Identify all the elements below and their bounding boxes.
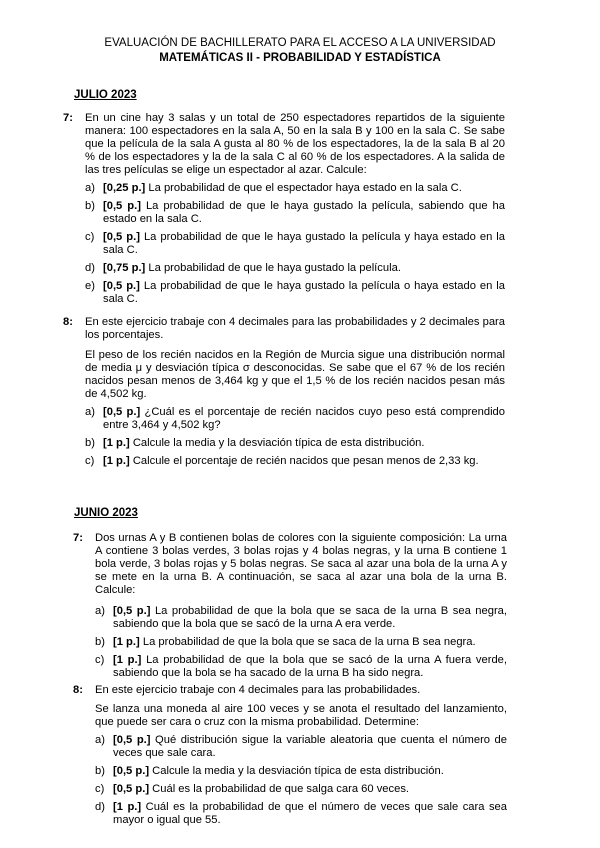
- exercise-junio-8: [73, 684, 508, 827]
- exercise-item: b) [0,5 p.] La probabilidad de que le haya gustado la película, sabiendo que ha estado en la sala C.: [85, 200, 505, 225]
- exercise-item: c) [0,5 p.] Cuál es la probabilidad de que salga cara 60 veces.: [95, 783, 410, 795]
- exercise-number: 7:: [63, 112, 73, 124]
- exercise-item: d) [1 p.] Cuál es la probabilidad de que el número de veces que sale cara sea mayor o igual que 55.: [95, 801, 507, 826]
- exercise-item: b) [1 p.] La probabilidad de que la bola que se saca de la urna B sea negra.: [95, 636, 476, 648]
- exercise-number: 8:: [63, 316, 73, 328]
- exercise-junio-7: [73, 532, 508, 680]
- exercise-item: a) [0,25 p.] La probabilidad de que el espectador haya estado en la sala C.: [85, 182, 462, 194]
- exercise-statement: Dos urnas A y B contienen bolas de colores con la siguiente composición: La urna A contiene 3 bolas verdes, 3 bolas rojas y 4 bolas negras, y la urna B contiene 1 bola verde, 3 bolas rojas y 5 bolas negras. Se saca al azar una bola de la urna A y se mete en la urna B. A continuación, se saca al azar una bola de la urna B. Calcule:: [95, 532, 507, 596]
- exercise-note: En este ejercicio trabaje con 4 decimales para las probabilidades y 2 decimales para los porcentajes.: [85, 316, 505, 341]
- exercise-item: a) [0,5 p.] ¿Cuál es el porcentaje de recién nacidos cuyo peso está comprendido entre 3,464 y 4,502 kg?: [85, 406, 505, 431]
- exercise-item: b) [1 p.] Calcule la media y la desviación típica de esta distribución.: [85, 437, 425, 449]
- exercise-statement: En un cine hay 3 salas y un total de 250 espectadores repartidos de la siguiente manera: 100 espectadores en la sala A, 50 en la sala B y 100 en la sala C. Se sabe que la película de la sala A gusta al 80 % de los espectadores, la de la sala B al 20 % de los espectadores y la de la sala C al 60 % de los espectadores. A la salida de las tres películas se elige un espectador al azar. Calcule:: [85, 112, 505, 176]
- exercise-item: e) [0,5 p.] La probabilidad de que le haya gustado la película o haya estado en la sala C.: [85, 280, 505, 305]
- exercise-number: 8:: [73, 684, 83, 696]
- exercise-number: 7:: [73, 532, 83, 544]
- exercise-note: En este ejercicio trabaje con 4 decimales para las probabilidades.: [95, 684, 421, 696]
- exercise-julio-7: [63, 112, 506, 306]
- exercise-item: a) [0,5 p.] La probabilidad de que la bola que se saca de la urna B sea negra, sabiendo que la bola que se sacó de la urna A era verde.: [95, 605, 508, 630]
- exercise-item: c) [1 p.] La probabilidad de que la bola que se sacó de la urna A fuera verde, sabiendo que la bola se ha sacado de la urna B ha sido negra.: [95, 654, 507, 679]
- exam-subject: MATEMÁTICAS II - PROBABILIDAD Y ESTADÍSTICA: [159, 52, 441, 64]
- exercise-statement: El peso de los recién nacidos en la Región de Murcia sigue una distribución normal de media μ y desviación típica σ desconocidas. Se sabe que el 67 % de los recién nacidos pesan menos de 3,464 kg y que el 1,5 % de los recién nacidos pesan más de 4,502 kg.: [85, 349, 505, 400]
- section-title-junio: JUNIO 2023: [74, 507, 138, 519]
- exercise-statement: Se lanza una moneda al aire 100 veces y se anota el resultado del lanzamiento, que puede ser cara o cruz con la misma probabilidad. Determine:: [95, 703, 507, 728]
- exercise-item: c) [1 p.] Calcule el porcentaje de recién nacidos que pesan menos de 2,33 kg.: [85, 455, 479, 467]
- section-title-julio: JULIO 2023: [74, 89, 137, 101]
- exercise-item: d) [0,75 p.] La probabilidad de que le haya gustado la película.: [85, 262, 401, 274]
- exercise-item: c) [0,5 p.] La probabilidad de que le haya gustado la película y haya estado en la sala C.: [85, 231, 506, 256]
- exercise-item: a) [0,5 p.] Qué distribución sigue la variable aleatoria que cuenta el número de veces que sale cara.: [95, 734, 508, 759]
- exam-header: EVALUACIÓN DE BACHILLERATO PARA EL ACCESO A LA UNIVERSIDAD: [104, 37, 496, 49]
- exercise-item: b) [0,5 p.] Calcule la media y la desviación típica de esta distribución.: [95, 765, 444, 777]
- exercise-julio-8: [63, 316, 505, 468]
